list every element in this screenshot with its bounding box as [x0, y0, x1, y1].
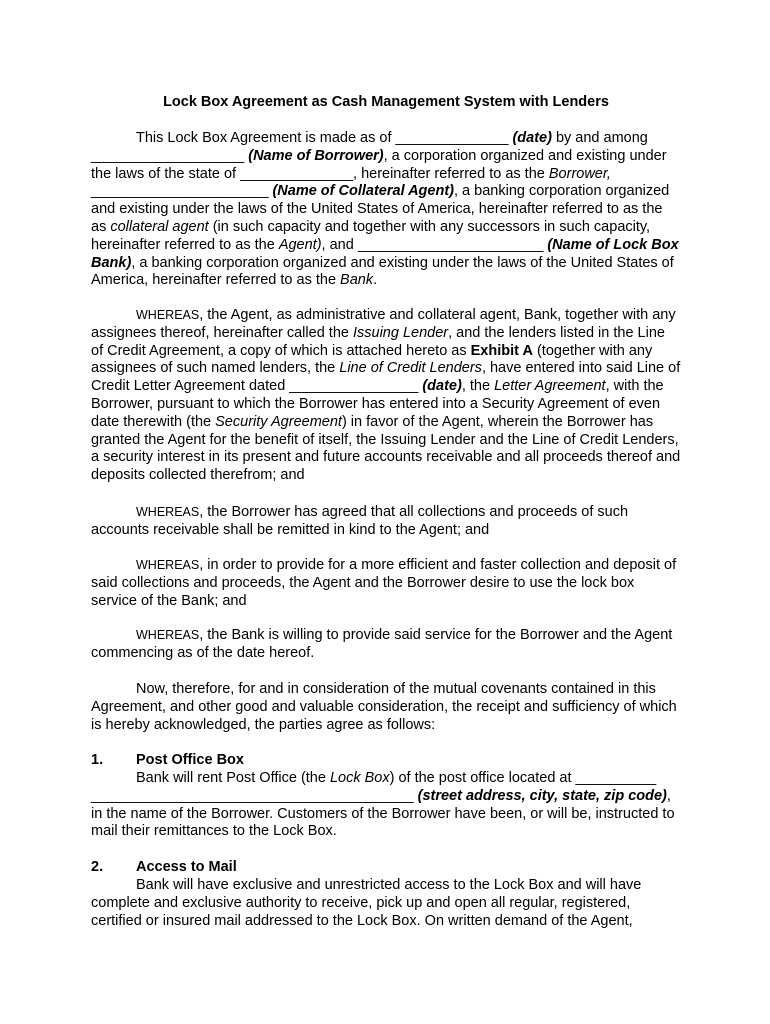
whereas-text: , the Borrower has agreed that all collections and proceeds of such accounts receivable shall be remitted in kind to the Agent; and — [91, 504, 629, 538]
whereas-paragraph-1 — [91, 307, 681, 485]
agent-term: Agent) — [278, 236, 322, 253]
section-number: 1. — [91, 752, 104, 768]
lock-box-term: Lock Box — [329, 770, 390, 786]
borrower-placeholder: (Name of Borrower) — [248, 147, 384, 164]
whereas-word: WHEREAS — [136, 558, 200, 572]
intro-text: , and _______________________ — [321, 236, 548, 253]
section-2-heading — [91, 859, 681, 877]
date-placeholder: (date) — [422, 378, 462, 395]
exhibit-label: Exhibit A — [470, 342, 533, 359]
whereas-word: WHEREAS — [136, 308, 200, 322]
intro-text: by and among ___________________ — [91, 130, 648, 164]
intro-text: (in such capacity and together with any successors in such capacity, hereinafter referred to as the — [91, 218, 651, 253]
intro-text: , a corporation organized and existing under the laws of the state of ______________, hereinafter referred to as the — [91, 147, 667, 182]
whereas-paragraph-2 — [91, 504, 681, 540]
section-title: Access to Mail — [136, 859, 237, 875]
date-placeholder: (date) — [512, 130, 552, 146]
section-2-body — [91, 877, 681, 930]
section-number: 2. — [91, 859, 104, 875]
whereas-word: WHEREAS — [136, 505, 200, 519]
borrower-term: Borrower, — [548, 165, 611, 182]
document-title: Lock Box Agreement as Cash Management System with Lenders — [163, 94, 609, 110]
bank-placeholder: (Name of Lock Box Bank) — [91, 236, 679, 271]
bank-term: Bank — [340, 272, 374, 289]
whereas-text: , and the lenders listed in the Line of Credit Agreement, a copy of which is attached hereto as — [91, 324, 665, 359]
section-title: Post Office Box — [136, 752, 244, 768]
intro-text: ______________________ — [91, 183, 273, 200]
section-1-heading — [91, 752, 681, 770]
intro-text: , a banking corporation organized and existing under the laws of the United States of America, hereinafter referred to as the — [91, 254, 674, 289]
section-text: Bank will have exclusive and unrestricted access to the Lock Box and will have complete and exclusive authority to receive, pick up and open all regular, registered, certified or insured mail addressed to the Lock Box. On written demand of the Agent, — [91, 877, 642, 929]
whereas-text: (together with any assignees of such named lenders, the — [91, 342, 653, 377]
whereas-text: , with the Borrower, pursuant to which the Borrower has entered into a Security Agreement of even date therewith (the — [91, 378, 664, 430]
whereas-text: ) in favor of the Agent, wherein the Borrower has granted the Agent for the benefit of itself, the Issuing Lender and the Line of Credit Lenders, a security interest in its present and future accounts receivable and all proceeds thereof and deposits collected therefrom; and — [91, 413, 681, 484]
agent-placeholder: (Name of Collateral Agent) — [272, 183, 454, 200]
whereas-word: WHEREAS — [136, 628, 200, 642]
section-text: Bank will rent Post Office (the — [136, 770, 330, 786]
collateral-term: collateral agent — [110, 218, 209, 235]
whereas-paragraph-4 — [91, 627, 681, 663]
line-of-credit-lenders-term: Line of Credit Lenders — [339, 360, 482, 377]
issuing-lender-term: Issuing Lender — [352, 324, 449, 341]
now-therefore-paragraph — [91, 681, 681, 734]
intro-text: . — [373, 272, 378, 289]
intro-paragraph — [91, 130, 681, 290]
address-placeholder: (street address, city, state, zip code) — [417, 787, 667, 804]
security-agreement-term: Security Agreement — [215, 413, 342, 430]
whereas-text: , the Agent, as administrative and collateral agent, Bank, together with any assignees thereof, hereinafter called the — [91, 307, 676, 341]
section-text: ) of the post office located at __________ ________________________________________ — [91, 770, 657, 804]
now-therefore-text: Now, therefore, for and in consideration of the mutual covenants contained in this Agreement, and other good and valuable consideration, the receipt and sufficiency of which is hereby acknowledged, the parties agree as follows: — [91, 681, 677, 733]
whereas-text: , the — [461, 378, 495, 395]
section-text: , in the name of the Borrower. Customers of the Borrower have been, or will be, instructed to mail their remittances to the Lock Box. — [91, 787, 675, 840]
whereas-paragraph-3 — [91, 557, 681, 610]
intro-text: , a banking corporation organized and existing under the laws of the United States of America, hereinafter referred to as the as — [91, 183, 670, 235]
whereas-text: , the Bank is willing to provide said service for the Borrower and the Agent commencing as of the date hereof. — [91, 627, 673, 661]
whereas-text: , have entered into said Line of Credit Letter Agreement dated ________________ — [91, 360, 681, 395]
intro-text: This Lock Box Agreement is made as of ______________ — [136, 130, 513, 146]
letter-agreement-term: Letter Agreement — [494, 378, 606, 395]
section-1-body — [91, 770, 681, 841]
whereas-text: , in order to provide for a more efficient and faster collection and deposit of said collections and proceeds, the Agent and the Borrower desire to use the lock box service of the Bank; and — [91, 557, 677, 609]
